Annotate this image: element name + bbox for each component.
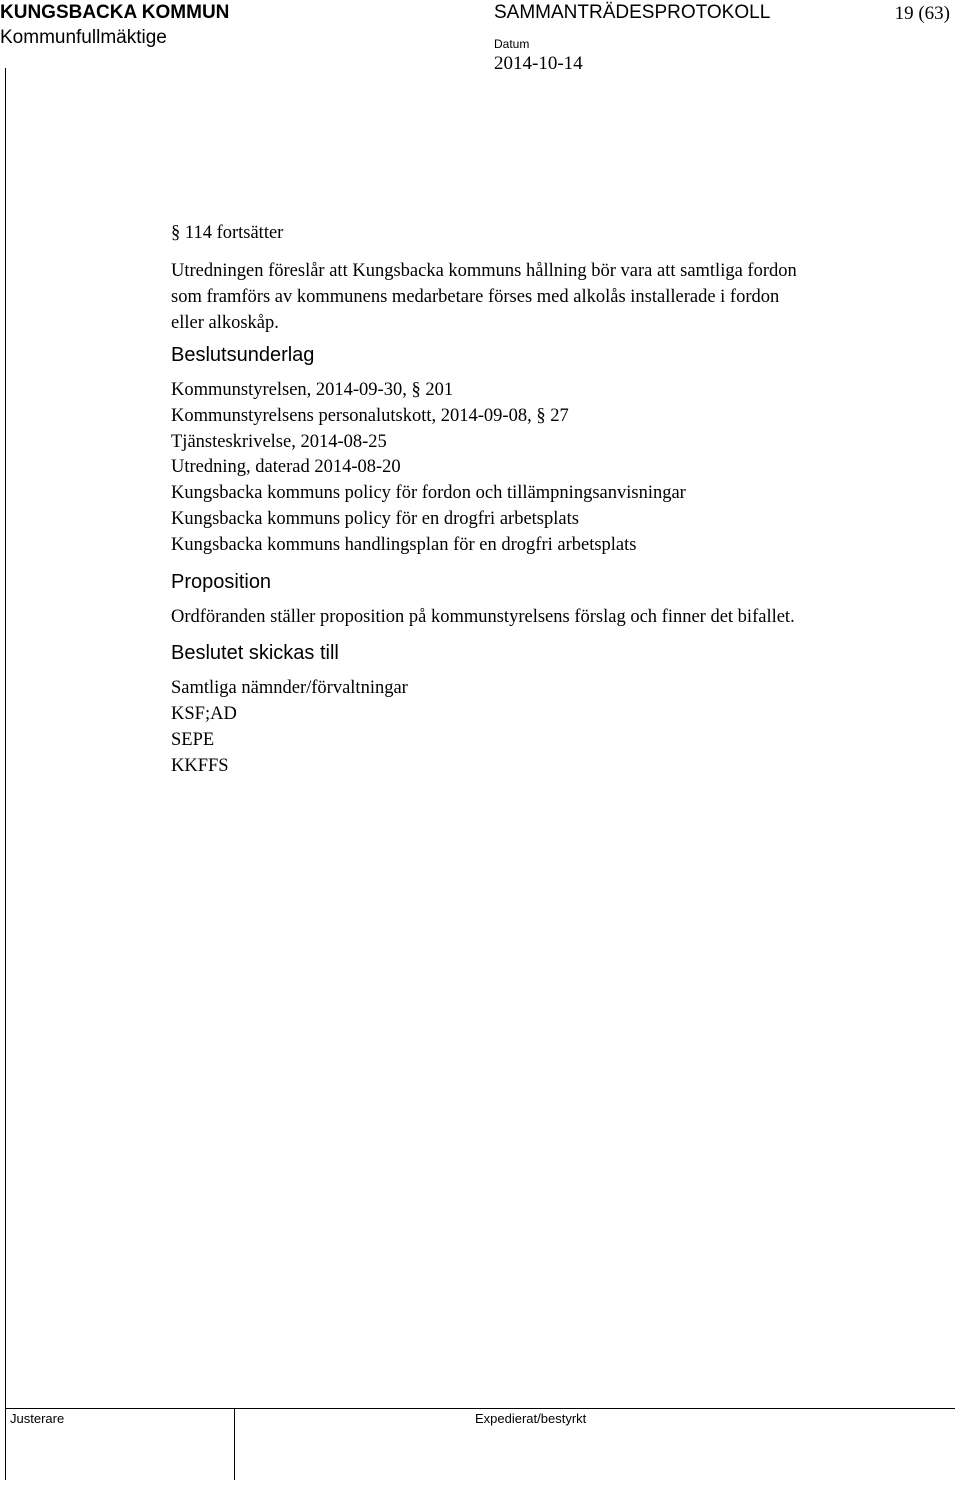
- list-item: SEPE: [171, 729, 215, 750]
- date-value: 2014-10-14: [494, 53, 583, 74]
- page-number: 19 (63): [894, 3, 950, 24]
- date-label: Datum: [494, 37, 530, 51]
- list-item: KKFFS: [171, 755, 229, 776]
- list-item: KSF;AD: [171, 704, 237, 725]
- recipient-list: [171, 676, 941, 779]
- expedierat-label: Expedierat/bestyrkt: [475, 1411, 587, 1426]
- proposition-heading: Proposition: [171, 570, 272, 593]
- intro-line: som framförs av kommunens medarbetare förses med alkolås installerade i fordon: [171, 287, 780, 307]
- left-margin-line: [5, 68, 6, 1480]
- beslutsunderlag-list: [171, 378, 941, 559]
- intro-line: Utredningen föreslår att Kungsbacka kommuns hållning bör vara att samtliga fordon: [171, 261, 797, 281]
- intro-line: eller alkoskåp.: [171, 313, 279, 333]
- protocol-body: [171, 220, 941, 780]
- list-item: Kungsbacka kommuns handlingsplan för en drogfri arbetsplats: [171, 534, 637, 555]
- list-item: Kommunstyrelsens personalutskott, 2014-09-08, § 27: [171, 405, 569, 426]
- skickas-heading: Beslutet skickas till: [171, 642, 339, 665]
- section-reference: § 114 fortsätter: [171, 223, 284, 243]
- list-item: Tjänsteskrivelse, 2014-08-25: [171, 431, 387, 452]
- organization-body: Kommunfullmäktige: [0, 27, 167, 48]
- beslutsunderlag-heading: Beslutsunderlag: [171, 344, 315, 366]
- list-item: Kungsbacka kommuns policy för en drogfri arbetsplats: [171, 508, 579, 529]
- list-item: Kungsbacka kommuns policy för fordon och tillämpningsanvisningar: [171, 483, 686, 504]
- list-item: Kommunstyrelsen, 2014-09-30, § 201: [171, 380, 454, 400]
- proposition-text: Ordföranden ställer proposition på kommunstyrelsens förslag och finner det bifallet.: [171, 606, 795, 627]
- organization-name: KUNGSBACKA KOMMUN: [0, 2, 230, 23]
- footer-column-divider: [234, 1408, 235, 1480]
- footer-divider: [5, 1408, 955, 1409]
- list-item: Utredning, daterad 2014-08-20: [171, 457, 401, 478]
- list-item: Samtliga nämnder/förvaltningar: [171, 678, 408, 699]
- document-type: SAMMANTRÄDESPROTOKOLL: [494, 2, 771, 23]
- justerare-label: Justerare: [10, 1411, 65, 1426]
